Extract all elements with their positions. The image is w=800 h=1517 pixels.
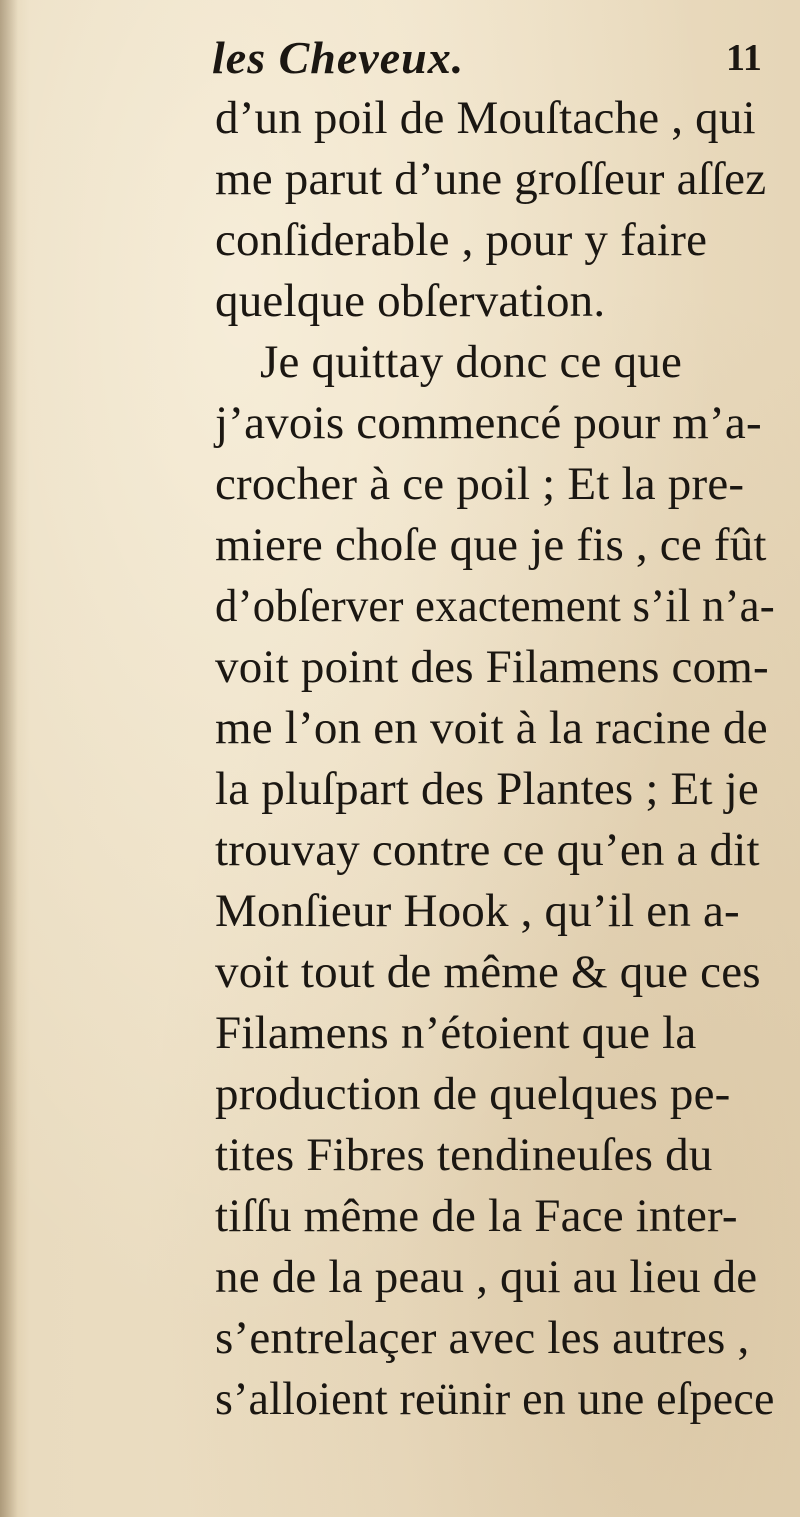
text-line: conſiderable , pour y faire (215, 214, 708, 266)
text-line: tiſſu même de la Face inter- (215, 1190, 738, 1242)
text-line: la pluſpart des Plantes ; Et je (215, 763, 759, 815)
text-line: d’un poil de Mouſtache , qui (215, 92, 756, 144)
page-number: 11 (726, 37, 762, 79)
text-line: j’avois commencé pour m’a- (215, 397, 762, 449)
running-head (0, 30, 800, 90)
running-head-title: les Cheveux. (212, 32, 465, 83)
text-line: quelque obſervation. (215, 275, 606, 327)
text-line: d’obſerver exactement s’il n’a- (215, 580, 775, 632)
text-line: ne de la peau , qui au lieu de (215, 1251, 758, 1303)
text-line: voit point des Filamens com- (215, 641, 769, 693)
gutter-shadow (0, 0, 18, 1517)
text-line: miere choſe que je fis , ce fût (215, 519, 767, 571)
text-line: tites Fibres tendineuſes du (215, 1129, 713, 1181)
text-line: Filamens n’étoient que la (215, 1007, 697, 1059)
text-line: voit tout de même & que ces (215, 946, 761, 998)
text-line: crocher à ce poil ; Et la pre- (215, 458, 745, 510)
text-line: me parut d’une groſſeur aſſez (215, 153, 767, 205)
text-line: s’alloient reünir en une eſpece (215, 1373, 775, 1425)
text-line: trouvay contre ce qu’en a dit (215, 824, 760, 876)
text-line: Monſieur Hook , qu’il en a- (215, 885, 740, 937)
text-line: s’entrelaçer avec les autres , (215, 1312, 750, 1364)
text-line: Je quittay donc ce que (260, 336, 683, 388)
text-line: production de quelques pe- (215, 1068, 731, 1120)
text-line: me l’on en voit à la racine de (215, 702, 768, 754)
